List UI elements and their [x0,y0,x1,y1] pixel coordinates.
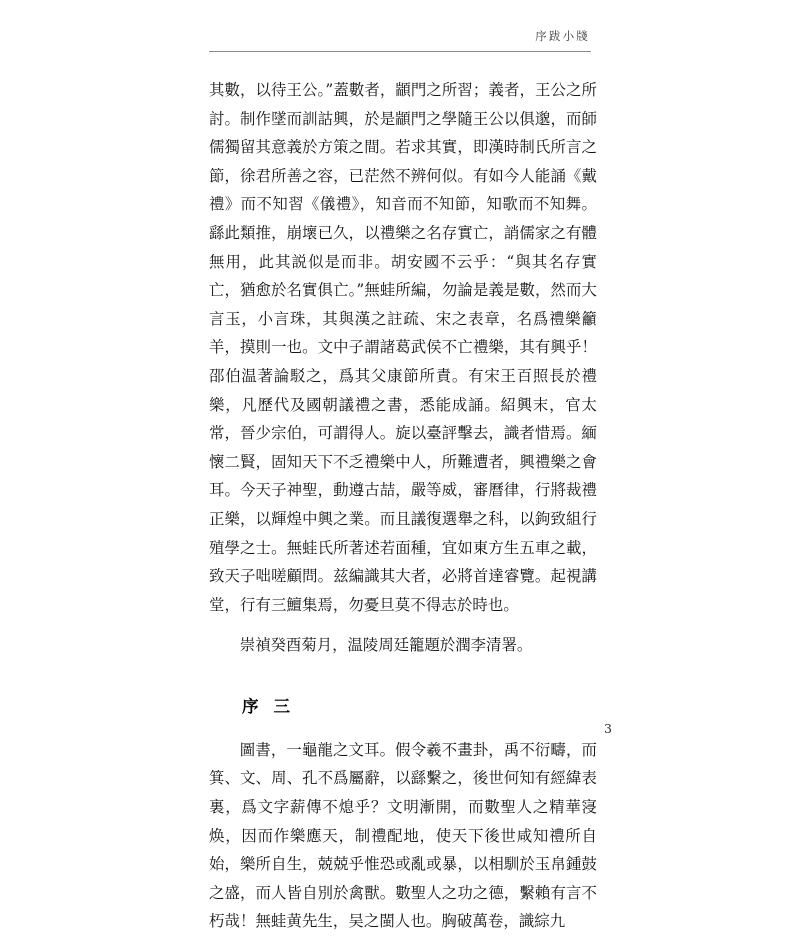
page-body [209,76,597,936]
section-heading-ordinal: 三 [273,696,292,716]
section-heading [209,694,597,720]
header-rule-divider [209,51,591,52]
page-header [209,30,591,52]
running-head-title: 序跋小牋 [535,29,590,43]
page-number: 3 [604,721,612,736]
signature-line: 崇禎癸酉菊月，温陵周廷籠題於潤李清署。 [239,636,533,655]
body-paragraph: 其數，以待王公。”蓋數者，顓門之所習；義者，王公之所討。制作墜而訓詁興，於是顓門之學隨王公以俱邈，而師儒獨留其意義於方策之間。若求其實，即漢時制氏所言之節，徐君所善之容，已茫然不辨何似。有如今人能誦《戴禮》而不知習《儀禮》，知音而不知節，知歌而不知舞。繇此類推，崩壞已久，以禮樂之名存實亡，誚儒家之有體無用，此其説似是而非。胡安國不云乎：“與其名存實亡，猶愈於名實俱亡。”無蛙所編，勿論是義是數，然而大言玉，小言珠，其與漢之註疏、宋之表章，名爲禮樂籲羊，摸則一也。文中子謂諸葛武侯不亡禮樂，其有興乎！邵伯温著論駁之，爲其父康節所責。有宋王百照長於禮樂，凡歷代及國朝議禮之書，悉能成誦。紹興末，官太常，晉少宗伯，可謂得人。旋以臺評擊去，識者惜焉。緬懷二賢，固知天下不乏禮樂中人，所難遭者，興禮樂之會耳。今天子神聖，動遵古喆，嚴等威，審曆律，行將裁禮正樂，以輝煌中興之業。而且議復選舉之科，以鉤致組行殖學之士。無蛙氏所著述若面種，宜如東方生五車之載，致天子咄嗟顧問。兹編識其大者，必將首達睿覽。起視講堂，行有三鱣集焉，勿憂旦莫不得志於時也。 [209,81,597,614]
section-heading-main: 序 [242,696,260,716]
section-paragraph: 圖書，一龜龍之文耳。假令羲不畫卦，禹不衍疇，而箕、文、周、孔不爲屬辭，以繇繫之，後世何知有經緯表裏，爲文字薪傳不熄乎？文明漸開，而數聖人之精華寖焕，因而作樂應天，制禮配地，使天下後世咸知禮所自始，樂所自生，兢兢乎惟恐或亂或暴，以相馴於玉帛鍾鼓之盛，而人皆自別於禽獸。數聖人之功之德，繫賴有言不朽哉！無蛙黄先生，吴之閩人也。胸破萬卷，識綜九 [209,740,597,931]
